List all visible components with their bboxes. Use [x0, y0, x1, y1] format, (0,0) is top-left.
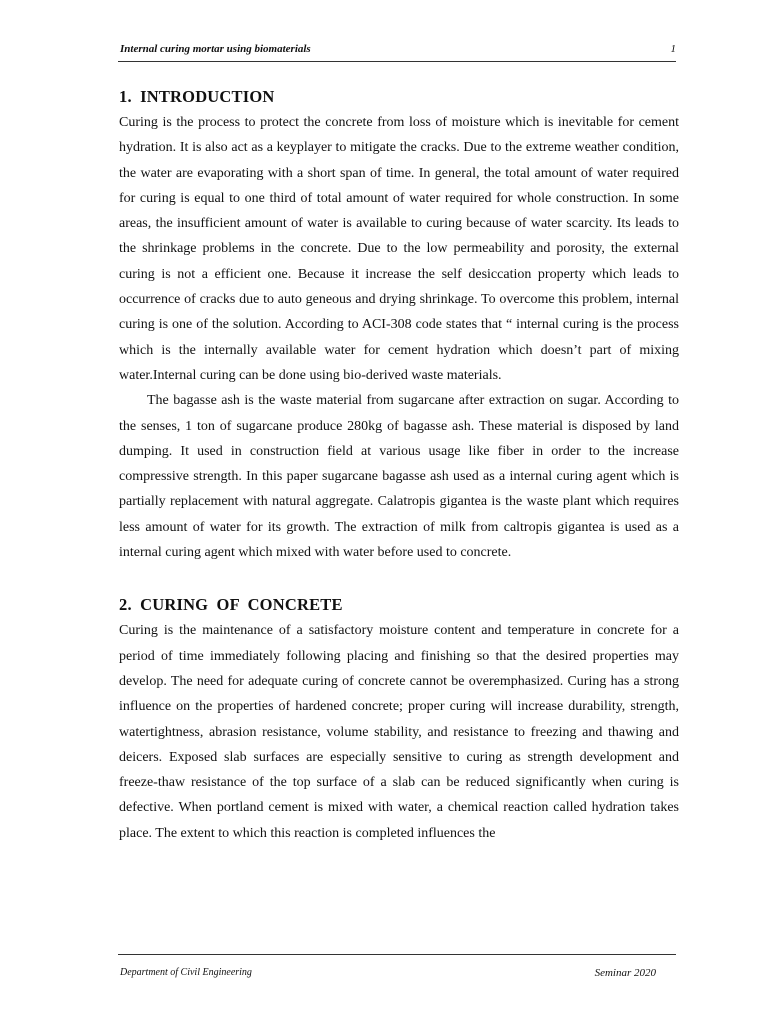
section-introduction [119, 84, 679, 565]
paragraph: Curing is the process to protect the concrete from loss of moisture which is inevitable for cement hydration. It is also act as a keyplayer to mitigate the cracks. Due to the extreme weather condition, the water are evaporating with a short span of time. In general, the total amount of water required for curing is equal to one third of total amount of water required for whole construction. In some areas, the insufficient amount of water is available to curing because of water scarcity. Its leads to the shrinkage problems in the concrete. Due to the low permeability and porosity, the external curing is not a efficient one. Because it increase the self desiccation property which leads to occurrence of cracks due to auto geneous and drying shrinkage. To overcome this problem, internal curing is one of the solution. According to ACI-308 code states that “ internal curing is the process which is the internally available water for cement hydration which doesn’t part of mixing water.Internal curing can be done using bio-derived waste materials. [119, 115, 679, 383]
section-heading: 2. CURING OF CONCRETE [119, 595, 343, 615]
section-curing-of-concrete [119, 592, 679, 846]
section-heading: 1. INTRODUCTION [119, 87, 275, 106]
running-header [118, 41, 676, 62]
main-content [119, 84, 679, 846]
page-number: 1 [670, 43, 676, 55]
paragraph: The bagasse ash is the waste material from sugarcane after extraction on sugar. According to the senses, 1 ton of sugarcane produce 280kg of bagasse ash. These material is disposed by land dumping. It used in construction field at various usage like fiber in order to the increase compressive strength. In this paper sugarcane bagasse ash used as a internal curing agent which is partially replacement with natural aggregate. Calatropis gigantea is the waste plant which requires less amount of water for its growth. The extraction of milk from caltropis gigantea is used as a internal curing agent which mixed with water before used to concrete. [119, 393, 679, 561]
paragraph: Curing is the maintenance of a satisfactory moisture content and temperature in concrete for a period of time immediately following placing and finishing so that the desired properties may develop. The need for adequate curing of concrete cannot be overemphasized. Curing has a strong influence on the properties of hardened concrete; proper curing will increase durability, strength, watertightness, abrasion resistance, volume stability, and resistance to freezing and thawing and deicers. Exposed slab surfaces are especially sensitive to curing as strength development and freeze-thaw resistance of the top surface of a slab can be reduced significantly when curing is defective. When portland cement is mixed with water, a chemical reaction called hydration takes place. The extent to which this reaction is completed influences the [119, 623, 679, 841]
department-name: Department of Civil Engineering [120, 967, 252, 978]
event-name: Seminar 2020 [594, 967, 656, 979]
document-title: Internal curing mortar using biomaterials [120, 43, 311, 55]
running-footer [118, 954, 676, 983]
